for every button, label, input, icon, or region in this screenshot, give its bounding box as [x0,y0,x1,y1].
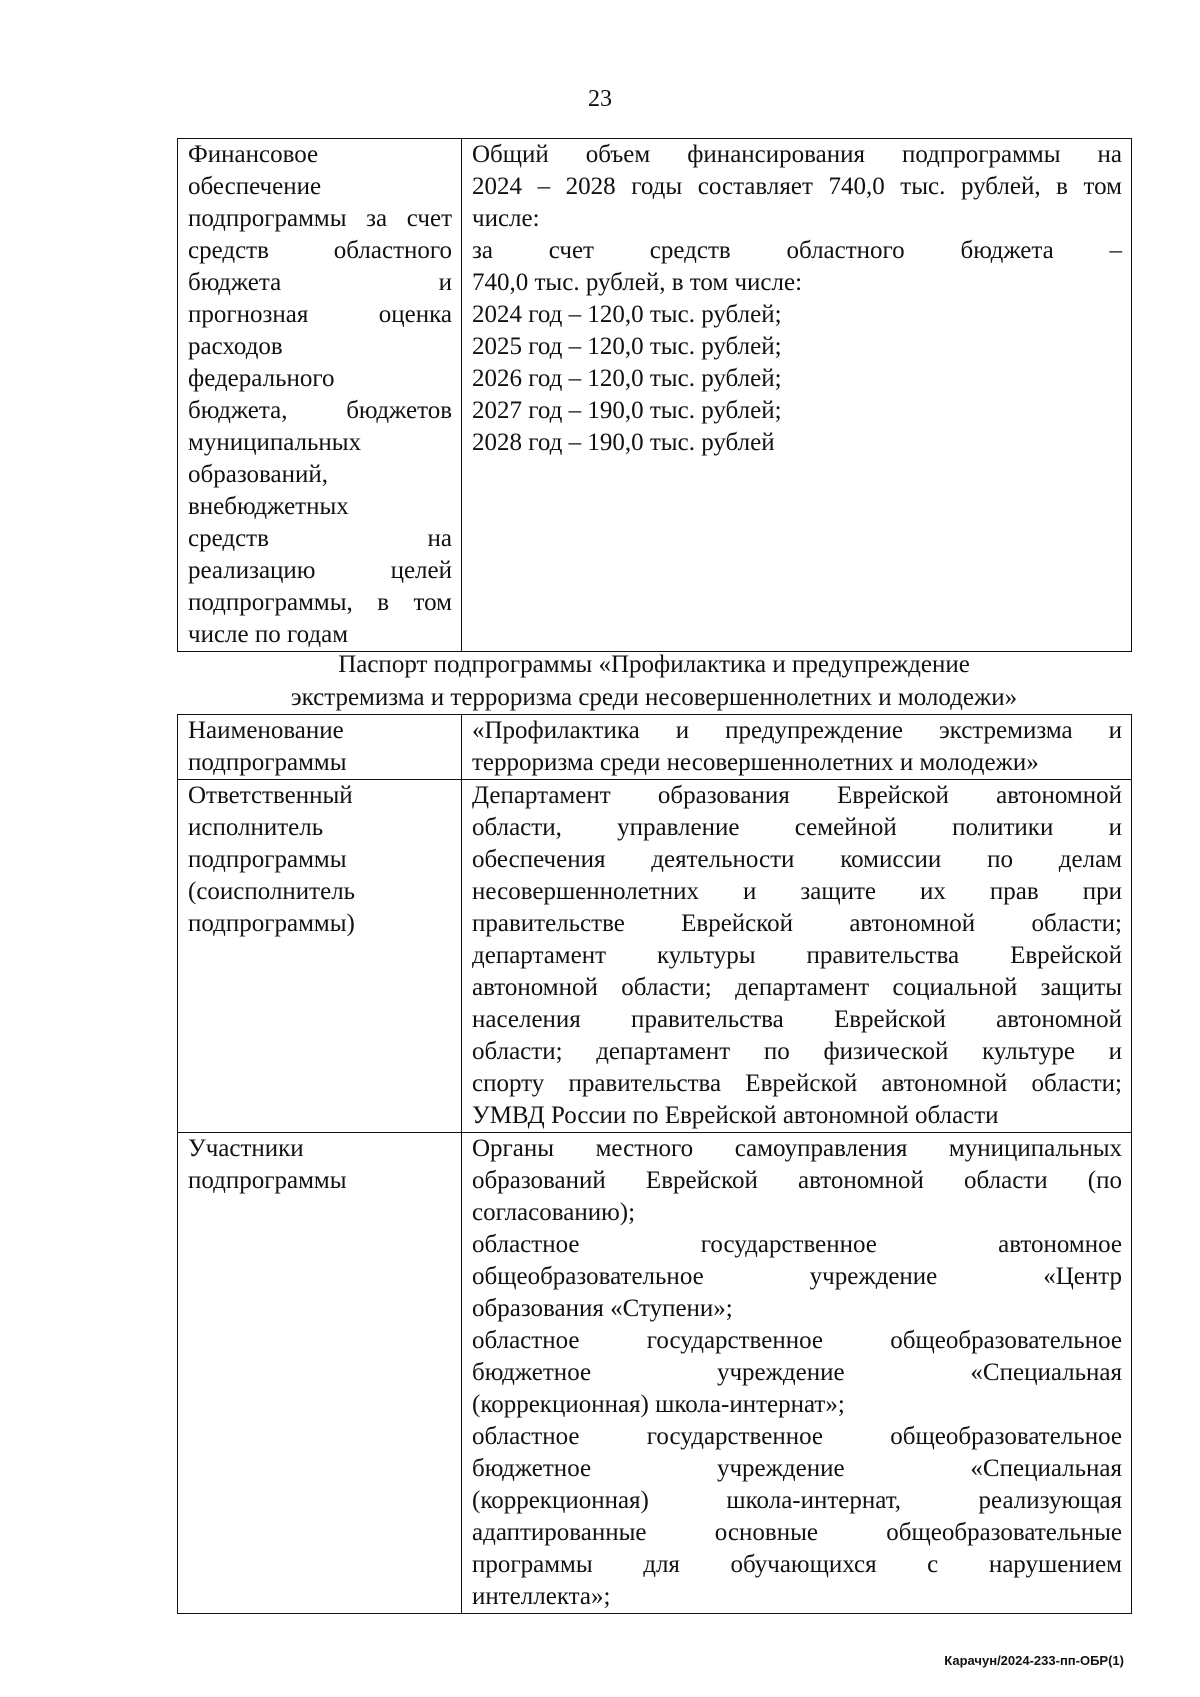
label-line: бюджета, бюджетов [188,397,452,424]
value-line: общеобразовательное учреждение «Центр [472,1263,1122,1290]
value-line: «Профилактика и предупреждение экстремизма и [472,717,1122,744]
label-line: реализацию целей [188,557,452,584]
value-line: 2024 год – 120,0 тыс. рублей; [472,301,782,328]
label-line: Финансовое [188,141,319,168]
document-code: Карачун/2024-233-пп-ОБР(1) [944,1653,1124,1668]
value-line: образования «Ступени»; [472,1295,733,1322]
label-line: подпрограммы [188,749,347,776]
label-line: (соисполнитель [188,878,356,905]
passport-row-executor [178,780,1132,1133]
passport-title-line: экстремизма и терроризма среди несовершеннолетних и молодежи» [290,684,1018,711]
value-line: области, управление семейной политики и [472,814,1122,841]
page-number: 23 [588,86,612,112]
value-line: автономной области; департамент социальной защиты [472,974,1122,1001]
financing-label-cell [178,139,462,652]
label-line: подпрограммы за счет [188,205,452,232]
label-line: внебюджетных [188,493,349,520]
value-line: 2027 год – 190,0 тыс. рублей; [472,397,782,424]
label-line: средств областного [188,237,452,264]
passport-title [177,648,1131,714]
row-value-cell [462,780,1132,1133]
label-line: бюджета и [188,269,452,296]
label-line: исполнитель [188,814,324,841]
label-line: Участники [188,1135,304,1162]
value-line: за счет средств областного бюджета – [472,237,1122,264]
label-line: числе по годам [188,621,349,648]
value-line: интеллекта»; [472,1583,611,1610]
value-line: 2028 год – 190,0 тыс. рублей [472,429,775,456]
value-line: программы для обучающихся с нарушением [472,1551,1122,1578]
value-line: обеспечения деятельности комиссии по делам [472,846,1122,873]
label-line: подпрограммы [188,846,347,873]
passport-title-line: Паспорт подпрограммы «Профилактика и предупреждение [338,651,970,678]
passport-row-name [178,715,1132,780]
financing-value-cell [462,139,1132,652]
value-line: 2025 год – 120,0 тыс. рублей; [472,333,782,360]
value-line: департамент культуры правительства Еврейской [472,942,1122,969]
value-line: (коррекционная) школа-интернат»; [472,1391,845,1418]
value-line: несовершеннолетних и защите их прав при [472,878,1122,905]
label-line: подпрограммы) [188,910,355,937]
row-label-cell [178,715,462,780]
value-line: областное государственное автономное [472,1231,1122,1258]
value-line: адаптированные основные общеобразовательные [472,1519,1122,1546]
value-line: спорту правительства Еврейской автономной области; [472,1070,1122,1097]
value-line: области; департамент по физической культуре и [472,1038,1122,1065]
label-line: подпрограммы, в том [188,589,452,616]
value-line: (коррекционная) школа-интернат, реализующая [472,1487,1122,1514]
value-line: бюджетное учреждение «Специальная [472,1359,1122,1386]
value-line: Органы местного самоуправления муниципальных [472,1135,1122,1162]
value-line: УМВД России по Еврейской автономной области [472,1102,999,1129]
label-line: обеспечение [188,173,322,200]
label-line: подпрограммы [188,1167,347,1194]
label-line: средств на [188,525,452,552]
label-line: Ответственный [188,782,353,809]
label-line: Наименование [188,717,344,744]
row-label-cell [178,1133,462,1614]
value-line: бюджетное учреждение «Специальная [472,1455,1122,1482]
value-line: областное государственное общеобразовательное [472,1423,1122,1450]
label-line: федерального [188,365,335,392]
passport-table [177,714,1132,1614]
row-value-cell [462,715,1132,780]
row-label-cell [178,780,462,1133]
financing-table [177,138,1132,652]
label-line: образований, [188,461,329,488]
row-value-cell [462,1133,1132,1614]
label-line: муниципальных [188,429,362,456]
value-line: населения правительства Еврейской автономной [472,1006,1122,1033]
value-line: терроризма среди несовершеннолетних и молодежи» [472,749,1039,776]
financing-row [178,139,1132,652]
value-line: правительстве Еврейской автономной области; [472,910,1122,937]
value-line: областное государственное общеобразовательное [472,1327,1122,1354]
passport-row-participants [178,1133,1132,1614]
value-line: 740,0 тыс. рублей, в том числе: [472,269,803,296]
value-line: Общий объем финансирования подпрограммы на [472,141,1122,168]
value-line: числе: [472,205,540,232]
label-line: прогнозная оценка [188,301,452,328]
value-line: Департамент образования Еврейской автономной [472,782,1122,809]
value-line: согласованию); [472,1199,636,1226]
value-line: 2024 – 2028 годы составляет 740,0 тыс. рублей, в том [472,173,1122,200]
value-line: образований Еврейской автономной области (по [472,1167,1122,1194]
label-line: расходов [188,333,283,360]
value-line: 2026 год – 120,0 тыс. рублей; [472,365,782,392]
